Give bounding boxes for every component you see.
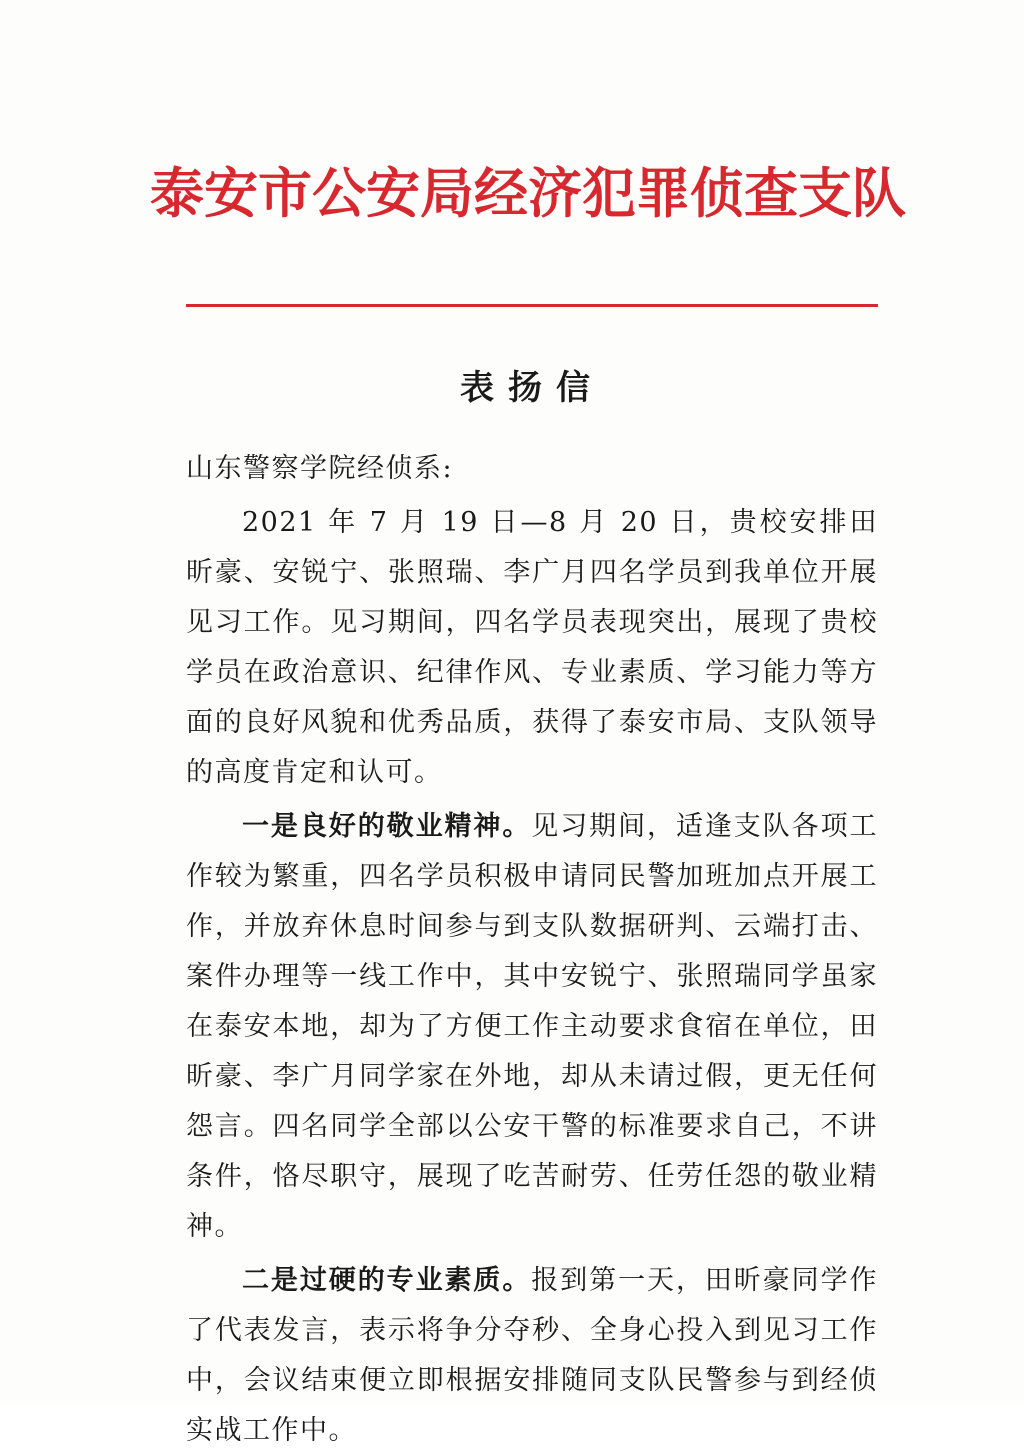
paragraph-dedication [186, 802, 878, 1252]
paragraph-professionalism-lead: 二是过硬的专业素质。 [242, 1265, 532, 1296]
letterhead-red-rule [186, 304, 878, 307]
letter-body [186, 444, 878, 1456]
document-title: 表扬信 [460, 368, 604, 408]
paragraph-intro-text: 2021 年 7 月 19 日—8 月 20 日，贵校安排田昕豪、安锐宁、张照瑞、李广月四名学员到我单位开展见习工作。见习期间，四名学员表现突出，展现了贵校学员在政治意识、纪律作风、专业素质、学习能力等方面的良好风貌和优秀品质，获得了泰安市局、支队领导的高度肯定和认可。 [186, 507, 878, 788]
paragraph-dedication-lead: 一是良好的敬业精神。 [242, 811, 532, 842]
salutation: 山东警察学院经侦系: [186, 453, 454, 484]
paragraph-professionalism-text: 报到第一天，田昕豪同学作了代表发言，表示将争分夺秒、全身心投入到见习工作中，会议结束便立即根据安排随同支队民警参与到经侦实战工作中。 [186, 1265, 879, 1446]
paragraph-dedication-text: 见习期间，适逢支队各项工作较为繁重，四名学员积极申请同民警加班加点开展工作，并放弃休息时间参与到支队数据研判、云端打击、案件办理等一线工作中，其中安锐宁、张照瑞同学虽家在泰安本地，却为了方便工作主动要求食宿在单位，田昕豪、李广月同学家在外地，却从未请过假，更无任何怨言。四名同学全部以公安干警的标准要求自己，不讲条件，恪尽职守，展现了吃苦耐劳、任劳任怨的敬业精神。 [186, 811, 879, 1242]
paragraph-professionalism [186, 1256, 878, 1456]
letterhead-org-name: 泰安市公安局经济犯罪侦查支队 [150, 162, 906, 225]
paragraph-intro [186, 498, 878, 798]
